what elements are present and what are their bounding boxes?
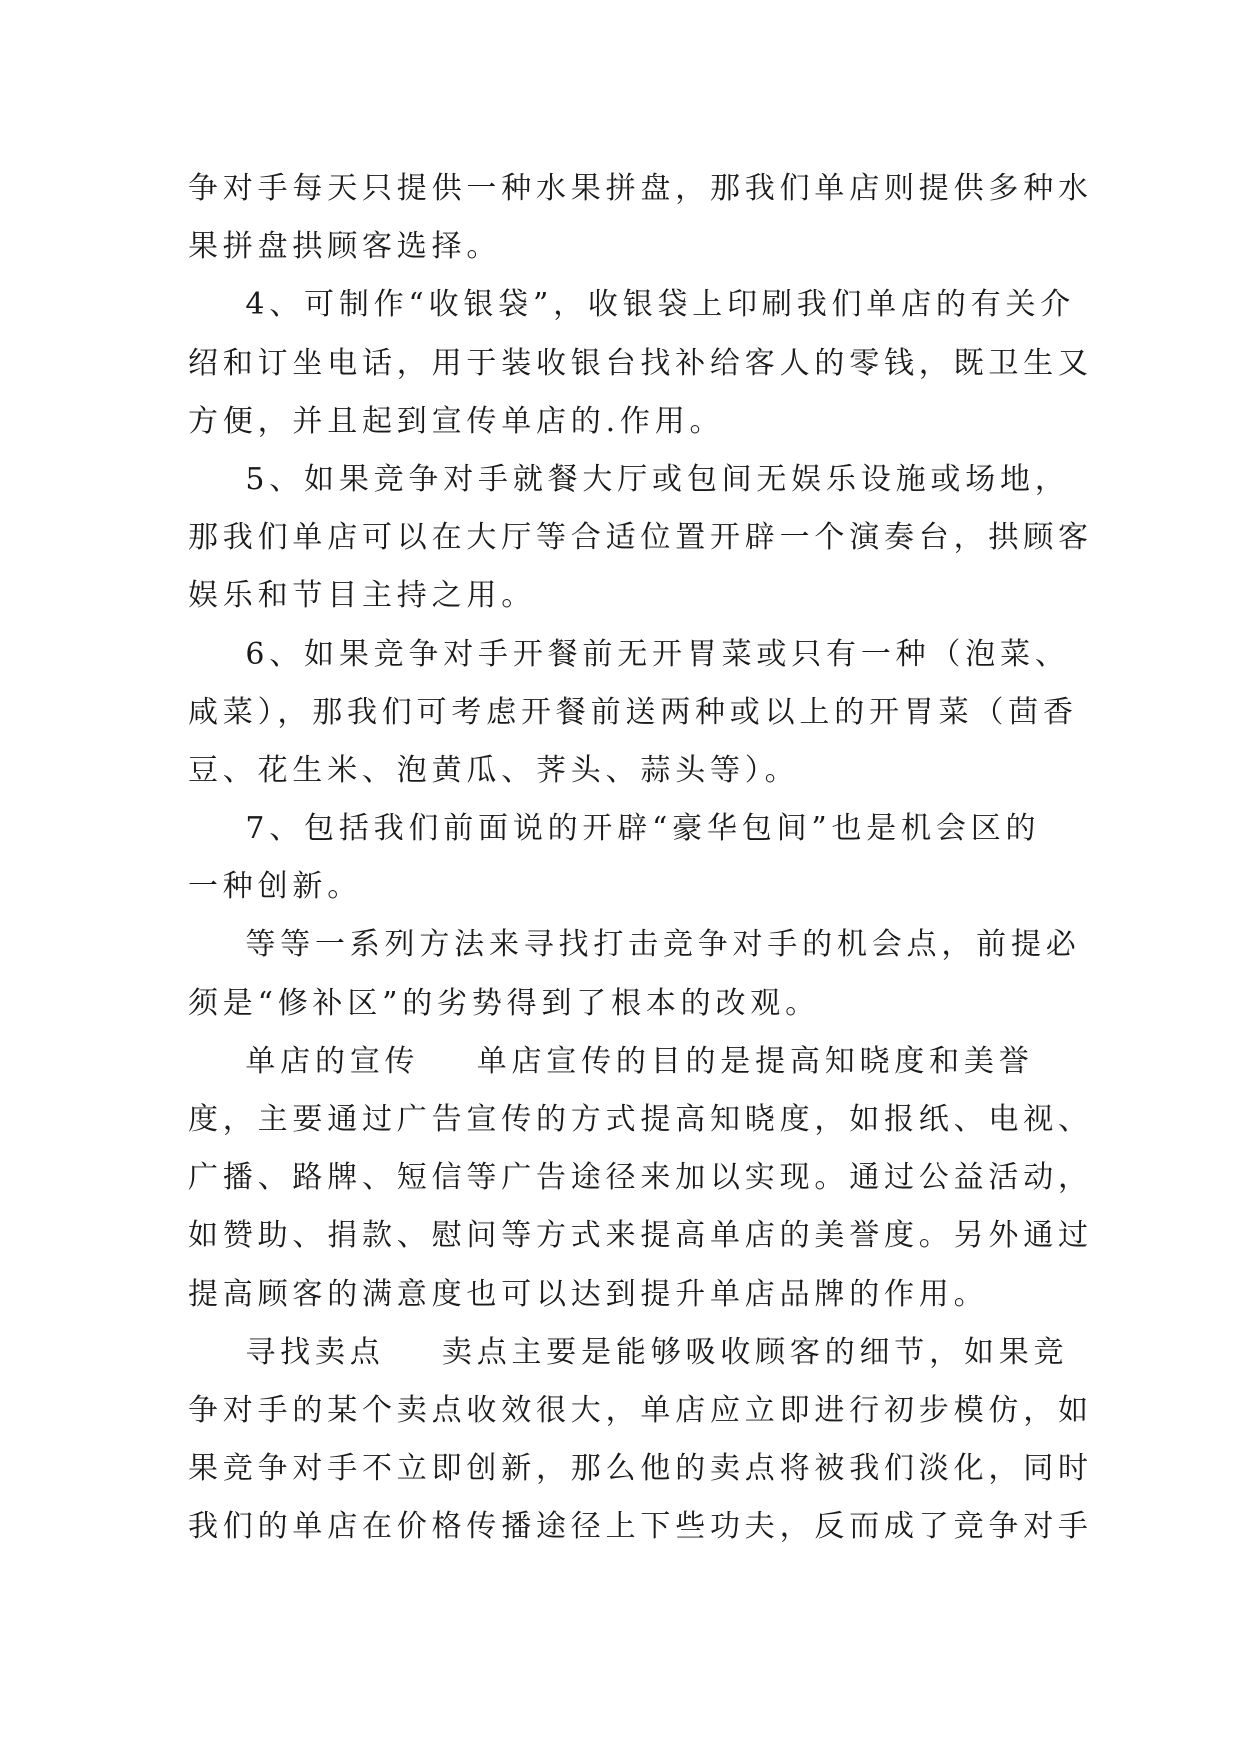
text-line: 5、如果竞争对手就餐大厅或包间无娱乐设施或场地，	[188, 461, 1070, 497]
text-line: 寻找卖点 卖点主要是能够吸收顾客的细节，如果竞	[188, 1334, 1069, 1370]
text-line: 7、包括我们前面说的开辟“豪华包间”也是机会区的	[188, 811, 1041, 847]
text-line: 提高顾客的满意度也可以达到提升单店品牌的作用。	[188, 1276, 989, 1312]
text-line: 那我们单店可以在大厅等合适位置开辟一个演奏台，拱顾客	[188, 520, 1093, 556]
text-line: 娱乐和节目主持之用。	[188, 578, 536, 614]
text-line: 咸菜），那我们可考虑开餐前送两种或以上的开胃菜（茴香	[188, 694, 1078, 730]
text-line: 果竞争对手不立即创新，那么他的卖点将被我们淡化，同时	[188, 1451, 1093, 1487]
text-line: 争对手的某个卖点收效很大，单店应立即进行初步模仿，如	[188, 1392, 1093, 1428]
text-line: 一种创新。	[188, 869, 362, 905]
text-line: 豆、花生米、泡黄瓜、荠头、蒜头等）。	[188, 752, 800, 788]
text-line: 度，主要通过广告宣传的方式提高知晓度，如报纸、电视、	[188, 1102, 1093, 1137]
text-line: 6、如果竞争对手开餐前无开胃菜或只有一种（泡菜、	[188, 636, 1070, 672]
text-line: 方便，并且起到宣传单店的.作用。	[188, 403, 725, 439]
text-line: 如赞助、捐款、慰问等方式来提高单店的美誉度。另外通过	[188, 1218, 1093, 1254]
text-line: 绍和订坐电话，用于装收银台找补给客人的零钱，既卫生又	[188, 345, 1093, 381]
text-line: 果拼盘拱顾客选择。	[188, 229, 502, 265]
text-line: 我们的单店在价格传播途径上下些功夫，反而成了竞争对手	[188, 1509, 1093, 1545]
text-line: 广播、路牌、短信等广告途径来加以实现。通过公益活动，	[188, 1160, 1093, 1196]
body-text	[188, 160, 1093, 1557]
text-line: 4、可制作“收银袋”，收银袋上印刷我们单店的有关介	[188, 287, 1076, 323]
text-line: 争对手每天只提供一种水果拼盘，那我们单店则提供多种水	[188, 171, 1093, 206]
text-line: 等等一系列方法来寻找打击竞争对手的机会点，前提必	[188, 927, 1081, 963]
text-line: 须是“修补区”的劣势得到了根本的改观。	[188, 985, 820, 1021]
text-line: 单店的宣传 单店宣传的目的是提高知晓度和美誉	[188, 1043, 1034, 1079]
